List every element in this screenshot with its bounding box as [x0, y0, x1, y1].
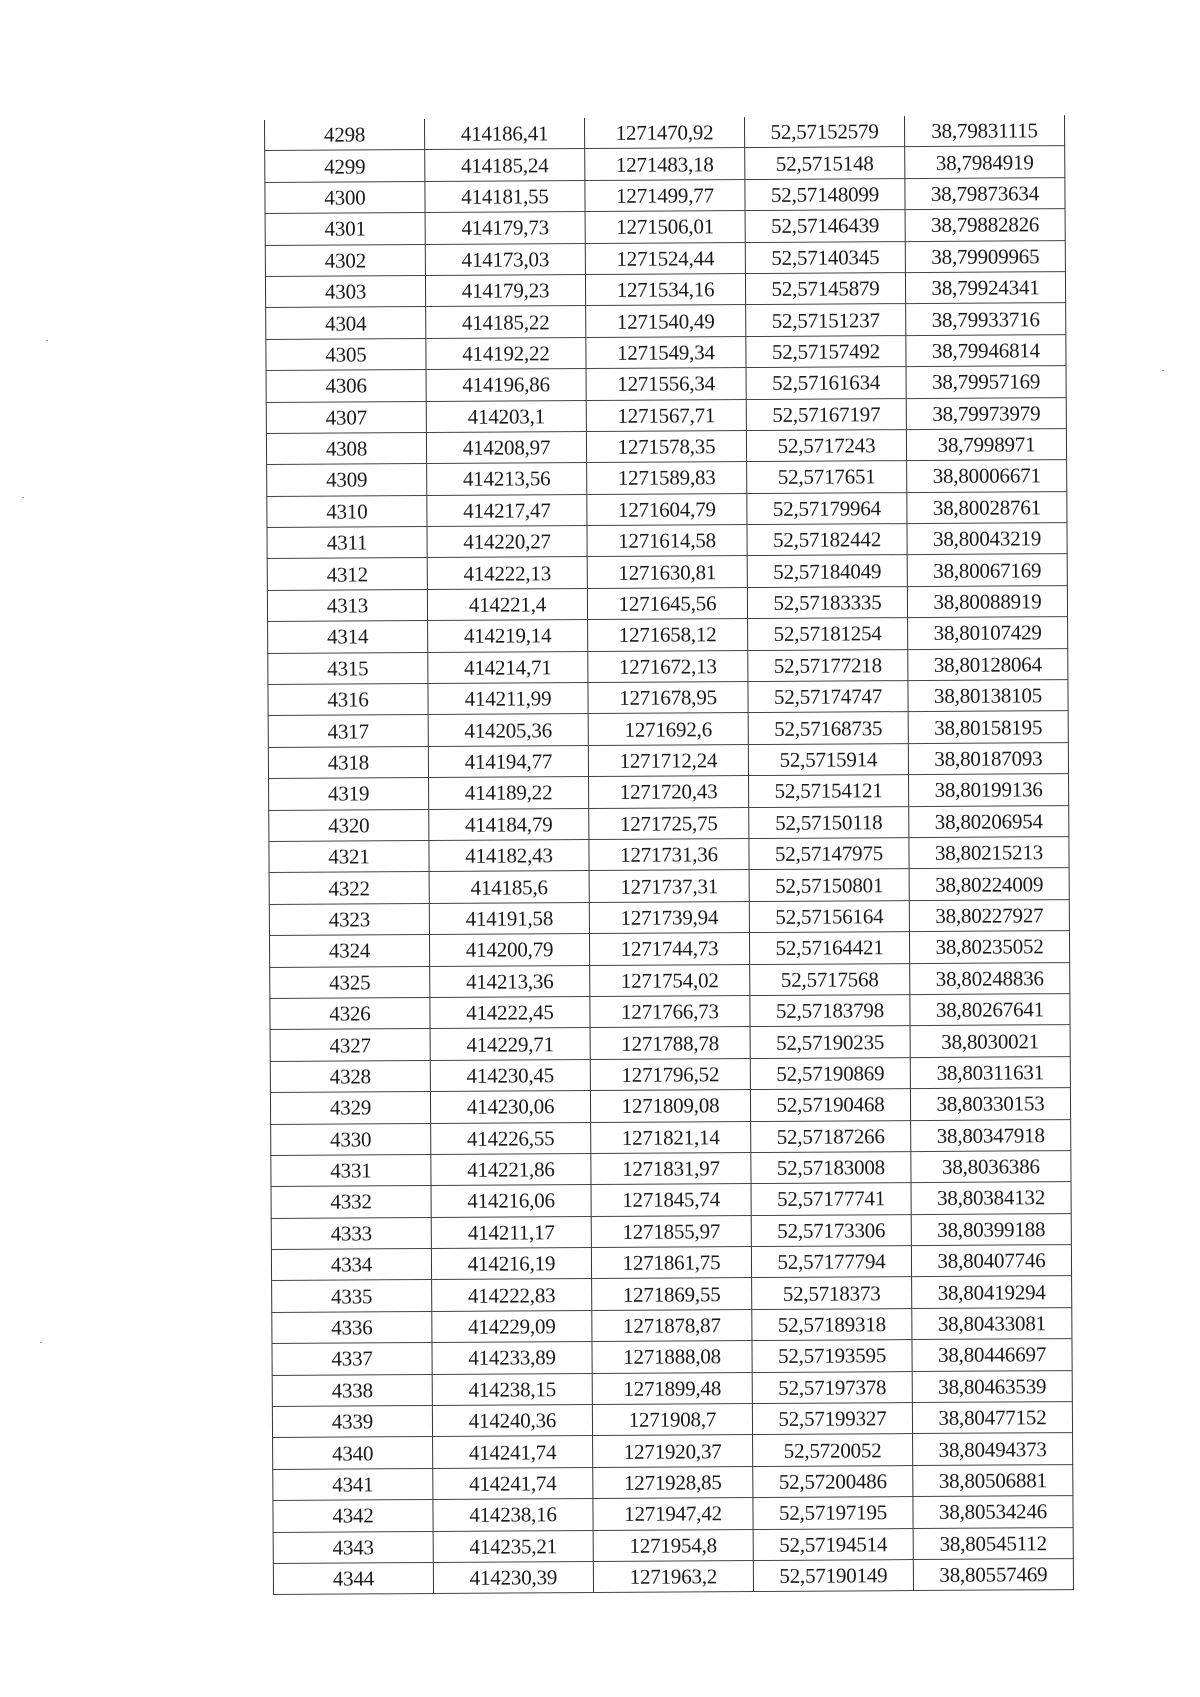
- latitude-cell: 52,57189318: [752, 1308, 912, 1340]
- table-row: [270, 962, 1070, 998]
- y-coordinate-cell: 1271658,12: [588, 619, 748, 651]
- table-row: [273, 1464, 1073, 1500]
- latitude-cell: 52,57164421: [749, 932, 909, 964]
- table-row: [271, 1245, 1071, 1281]
- table-row: [269, 805, 1069, 841]
- table-row: [272, 1402, 1072, 1438]
- y-coordinate-cell: 1271821,14: [591, 1121, 751, 1153]
- longitude-cell: 38,80494373: [913, 1433, 1073, 1465]
- latitude-cell: 52,57182442: [747, 524, 907, 556]
- longitude-cell: 38,80227927: [909, 899, 1069, 931]
- latitude-cell: 52,5715148: [745, 147, 905, 179]
- longitude-cell: 38,79973979: [906, 397, 1066, 429]
- y-coordinate-cell: 1271947,42: [593, 1498, 753, 1530]
- x-coordinate-cell: 414221,4: [427, 588, 587, 620]
- longitude-cell: 38,80534246: [913, 1496, 1073, 1528]
- y-coordinate-cell: 1271483,18: [585, 148, 745, 180]
- point-number-cell: 4323: [269, 903, 429, 935]
- y-coordinate-cell: 1271578,35: [586, 430, 746, 462]
- latitude-cell: 52,57190149: [753, 1560, 913, 1592]
- longitude-cell: 38,79909965: [905, 240, 1065, 272]
- y-coordinate-cell: 1271589,83: [587, 462, 747, 494]
- latitude-cell: 52,5718373: [752, 1277, 912, 1309]
- y-coordinate-cell: 1271614,58: [587, 525, 747, 557]
- y-coordinate-cell: 1271506,01: [585, 211, 745, 243]
- longitude-cell: 38,8030021: [910, 1025, 1070, 1057]
- table-row: [270, 994, 1070, 1030]
- scan-speck: [22, 497, 24, 498]
- latitude-cell: 52,57190235: [750, 1026, 910, 1058]
- point-number-cell: 4306: [266, 370, 426, 402]
- y-coordinate-cell: 1271720,43: [589, 776, 749, 808]
- point-number-cell: 4344: [273, 1562, 433, 1594]
- table-row: [270, 1088, 1070, 1124]
- y-coordinate-cell: 1271754,02: [590, 964, 750, 996]
- point-number-cell: 4332: [271, 1186, 431, 1218]
- y-coordinate-cell: 1271692,6: [588, 713, 748, 745]
- y-coordinate-cell: 1271737,31: [589, 870, 749, 902]
- point-number-cell: 4336: [272, 1311, 432, 1343]
- point-number-cell: 4305: [266, 338, 426, 370]
- point-number-cell: 4315: [268, 652, 428, 684]
- latitude-cell: 52,57184049: [747, 555, 907, 587]
- latitude-cell: 52,57156164: [749, 900, 909, 932]
- y-coordinate-cell: 1271731,36: [589, 839, 749, 871]
- longitude-cell: 38,80028761: [907, 491, 1067, 523]
- table-row: [271, 1119, 1071, 1155]
- table-row: [273, 1559, 1073, 1595]
- table-row: [269, 837, 1069, 873]
- latitude-cell: 52,57187266: [751, 1120, 911, 1152]
- latitude-cell: 52,5717651: [747, 461, 907, 493]
- latitude-cell: 52,57197378: [752, 1371, 912, 1403]
- longitude-cell: 38,80545112: [913, 1527, 1073, 1559]
- x-coordinate-cell: 414194,77: [428, 745, 588, 777]
- table-row: [269, 899, 1069, 935]
- point-number-cell: 4310: [267, 495, 427, 527]
- x-coordinate-cell: 414182,43: [429, 840, 589, 872]
- x-coordinate-cell: 414222,83: [432, 1279, 592, 1311]
- table-row: [268, 711, 1068, 747]
- point-number-cell: 4340: [273, 1437, 433, 1469]
- longitude-cell: 38,79873634: [905, 177, 1065, 209]
- longitude-cell: 38,80067169: [907, 554, 1067, 586]
- table-row: [269, 774, 1069, 810]
- latitude-cell: 52,57194514: [753, 1528, 913, 1560]
- y-coordinate-cell: 1271556,34: [586, 368, 746, 400]
- y-coordinate-cell: 1271928,85: [593, 1466, 753, 1498]
- table-row: [273, 1496, 1073, 1532]
- point-number-cell: 4314: [268, 621, 428, 653]
- x-coordinate-cell: 414230,06: [430, 1091, 590, 1123]
- x-coordinate-cell: 414229,09: [432, 1310, 592, 1342]
- y-coordinate-cell: 1271954,8: [593, 1529, 753, 1561]
- y-coordinate-cell: 1271908,7: [592, 1404, 752, 1436]
- latitude-cell: 52,57152579: [744, 116, 904, 148]
- longitude-cell: 38,80419294: [912, 1276, 1072, 1308]
- x-coordinate-cell: 414240,36: [432, 1405, 592, 1437]
- point-number-cell: 4330: [271, 1123, 431, 1155]
- x-coordinate-cell: 414241,74: [433, 1467, 593, 1499]
- x-coordinate-cell: 414203,1: [426, 400, 586, 432]
- x-coordinate-cell: 414221,86: [431, 1153, 591, 1185]
- longitude-cell: 38,80235052: [909, 931, 1069, 963]
- latitude-cell: 52,57177218: [748, 649, 908, 681]
- x-coordinate-cell: 414200,79: [429, 934, 589, 966]
- y-coordinate-cell: 1271796,52: [590, 1058, 750, 1090]
- x-coordinate-cell: 414229,71: [430, 1028, 590, 1060]
- x-coordinate-cell: 414173,03: [425, 243, 585, 275]
- point-number-cell: 4303: [265, 275, 425, 307]
- point-number-cell: 4309: [267, 464, 427, 496]
- latitude-cell: 52,57197195: [753, 1497, 913, 1529]
- x-coordinate-cell: 414192,22: [426, 337, 586, 369]
- x-coordinate-cell: 414241,74: [433, 1436, 593, 1468]
- y-coordinate-cell: 1271567,71: [586, 399, 746, 431]
- y-coordinate-cell: 1271831,97: [591, 1152, 751, 1184]
- x-coordinate-cell: 414179,23: [425, 274, 585, 306]
- table-row: [269, 931, 1069, 967]
- point-number-cell: 4322: [269, 872, 429, 904]
- y-coordinate-cell: 1271630,81: [587, 556, 747, 588]
- x-coordinate-cell: 414191,58: [429, 902, 589, 934]
- latitude-cell: 52,57168735: [748, 712, 908, 744]
- coordinates-table: [264, 115, 1074, 1595]
- table-row: [270, 1025, 1070, 1061]
- x-coordinate-cell: 414233,89: [432, 1342, 592, 1374]
- latitude-cell: 52,57146439: [745, 210, 905, 242]
- longitude-cell: 38,80311631: [910, 1056, 1070, 1088]
- point-number-cell: 4337: [272, 1343, 432, 1375]
- y-coordinate-cell: 1271739,94: [589, 901, 749, 933]
- point-number-cell: 4339: [272, 1406, 432, 1438]
- x-coordinate-cell: 414216,19: [431, 1248, 591, 1280]
- y-coordinate-cell: 1271470,92: [584, 117, 744, 149]
- point-number-cell: 4304: [266, 307, 426, 339]
- point-number-cell: 4324: [269, 935, 429, 967]
- y-coordinate-cell: 1271604,79: [587, 493, 747, 525]
- y-coordinate-cell: 1271888,08: [592, 1341, 752, 1373]
- longitude-cell: 38,80215213: [909, 837, 1069, 869]
- latitude-cell: 52,57140345: [745, 241, 905, 273]
- latitude-cell: 52,57199327: [752, 1403, 912, 1435]
- y-coordinate-cell: 1271712,24: [588, 744, 748, 776]
- table-row: [267, 460, 1067, 496]
- latitude-cell: 52,57173306: [751, 1214, 911, 1246]
- table-row: [268, 617, 1068, 653]
- longitude-cell: 38,80043219: [907, 523, 1067, 555]
- table-row: [273, 1433, 1073, 1469]
- coordinates-table-body: [265, 115, 1074, 1595]
- longitude-cell: 38,79831115: [904, 115, 1064, 147]
- longitude-cell: 38,80138105: [908, 680, 1068, 712]
- x-coordinate-cell: 414226,55: [431, 1122, 591, 1154]
- x-coordinate-cell: 414189,22: [429, 777, 589, 809]
- latitude-cell: 52,57147975: [749, 838, 909, 870]
- latitude-cell: 52,57177794: [751, 1246, 911, 1278]
- y-coordinate-cell: 1271499,77: [585, 179, 745, 211]
- table-row: [265, 146, 1065, 182]
- point-number-cell: 4327: [270, 1029, 430, 1061]
- y-coordinate-cell: 1271766,73: [590, 995, 750, 1027]
- latitude-cell: 52,5717243: [746, 429, 906, 461]
- x-coordinate-cell: 414179,73: [425, 212, 585, 244]
- x-coordinate-cell: 414185,6: [429, 871, 589, 903]
- x-coordinate-cell: 414235,21: [433, 1530, 593, 1562]
- point-number-cell: 4299: [265, 150, 425, 182]
- longitude-cell: 38,80407746: [911, 1245, 1071, 1277]
- longitude-cell: 38,80463539: [912, 1370, 1072, 1402]
- x-coordinate-cell: 414205,36: [428, 714, 588, 746]
- table-row: [267, 585, 1067, 621]
- longitude-cell: 38,79924341: [905, 272, 1065, 304]
- longitude-cell: 38,80006671: [907, 460, 1067, 492]
- y-coordinate-cell: 1271540,49: [586, 305, 746, 337]
- x-coordinate-cell: 414208,97: [426, 431, 586, 463]
- longitude-cell: 38,80199136: [909, 774, 1069, 806]
- x-coordinate-cell: 414213,56: [427, 463, 587, 495]
- x-coordinate-cell: 414216,06: [431, 1185, 591, 1217]
- point-number-cell: 4316: [268, 684, 428, 716]
- longitude-cell: 38,79933716: [906, 303, 1066, 335]
- table-row: [265, 115, 1065, 151]
- latitude-cell: 52,57183335: [747, 586, 907, 618]
- table-row: [272, 1370, 1072, 1406]
- table-row: [271, 1182, 1071, 1218]
- table-row: [272, 1307, 1072, 1343]
- longitude-cell: 38,80206954: [909, 805, 1069, 837]
- y-coordinate-cell: 1271809,08: [590, 1090, 750, 1122]
- scan-speck: [40, 1342, 42, 1343]
- y-coordinate-cell: 1271524,44: [585, 242, 745, 274]
- point-number-cell: 4308: [266, 432, 426, 464]
- latitude-cell: 52,57179964: [747, 492, 907, 524]
- point-number-cell: 4301: [265, 213, 425, 245]
- latitude-cell: 52,57183008: [751, 1151, 911, 1183]
- x-coordinate-cell: 414220,27: [427, 526, 587, 558]
- y-coordinate-cell: 1271672,13: [588, 650, 748, 682]
- table-row: [265, 209, 1065, 245]
- latitude-cell: 52,5717568: [750, 963, 910, 995]
- table-row: [273, 1527, 1073, 1563]
- y-coordinate-cell: 1271878,87: [592, 1309, 752, 1341]
- y-coordinate-cell: 1271534,16: [585, 274, 745, 306]
- table-row: [269, 868, 1069, 904]
- point-number-cell: 4307: [266, 401, 426, 433]
- table-row: [266, 397, 1066, 433]
- x-coordinate-cell: 414238,16: [433, 1499, 593, 1531]
- latitude-cell: 52,5715914: [748, 743, 908, 775]
- y-coordinate-cell: 1271855,97: [591, 1215, 751, 1247]
- longitude-cell: 38,80446697: [912, 1339, 1072, 1371]
- latitude-cell: 52,57190869: [750, 1057, 910, 1089]
- point-number-cell: 4331: [271, 1154, 431, 1186]
- latitude-cell: 52,57145879: [745, 273, 905, 305]
- point-number-cell: 4321: [269, 840, 429, 872]
- longitude-cell: 38,80506881: [913, 1464, 1073, 1496]
- y-coordinate-cell: 1271744,73: [589, 933, 749, 965]
- latitude-cell: 52,57150118: [749, 806, 909, 838]
- x-coordinate-cell: 414184,79: [429, 808, 589, 840]
- table-row: [272, 1339, 1072, 1375]
- point-number-cell: 4311: [267, 527, 427, 559]
- x-coordinate-cell: 414214,71: [428, 651, 588, 683]
- point-number-cell: 4329: [270, 1092, 430, 1124]
- table-row: [265, 272, 1065, 308]
- table-row: [271, 1150, 1071, 1186]
- longitude-cell: 38,80107429: [908, 617, 1068, 649]
- y-coordinate-cell: 1271678,95: [588, 682, 748, 714]
- latitude-cell: 52,57157492: [746, 335, 906, 367]
- point-number-cell: 4302: [265, 244, 425, 276]
- table-row: [271, 1213, 1071, 1249]
- x-coordinate-cell: 414230,45: [430, 1059, 590, 1091]
- x-coordinate-cell: 414217,47: [427, 494, 587, 526]
- latitude-cell: 52,57183798: [750, 995, 910, 1027]
- point-number-cell: 4313: [267, 589, 427, 621]
- longitude-cell: 38,80330153: [910, 1088, 1070, 1120]
- longitude-cell: 38,80433081: [912, 1307, 1072, 1339]
- y-coordinate-cell: 1271861,75: [591, 1247, 751, 1279]
- longitude-cell: 38,79957169: [906, 366, 1066, 398]
- y-coordinate-cell: 1271725,75: [589, 807, 749, 839]
- y-coordinate-cell: 1271549,34: [586, 336, 746, 368]
- table-row: [266, 334, 1066, 370]
- latitude-cell: 52,57200486: [753, 1465, 913, 1497]
- y-coordinate-cell: 1271869,55: [592, 1278, 752, 1310]
- longitude-cell: 38,80399188: [911, 1213, 1071, 1245]
- table-row: [267, 523, 1067, 559]
- point-number-cell: 4318: [268, 746, 428, 778]
- point-number-cell: 4319: [269, 778, 429, 810]
- latitude-cell: 52,5720052: [753, 1434, 913, 1466]
- table-row: [265, 177, 1065, 213]
- longitude-cell: 38,8036386: [911, 1150, 1071, 1182]
- point-number-cell: 4328: [270, 1060, 430, 1092]
- x-coordinate-cell: 414211,17: [431, 1216, 591, 1248]
- longitude-cell: 38,7984919: [905, 146, 1065, 178]
- point-number-cell: 4312: [267, 558, 427, 590]
- point-number-cell: 4334: [271, 1249, 431, 1281]
- table-row: [268, 742, 1068, 778]
- latitude-cell: 52,57154121: [749, 775, 909, 807]
- point-number-cell: 4326: [270, 997, 430, 1029]
- table-row: [266, 303, 1066, 339]
- y-coordinate-cell: 1271788,78: [590, 1027, 750, 1059]
- point-number-cell: 4317: [268, 715, 428, 747]
- latitude-cell: 52,57181254: [748, 618, 908, 650]
- x-coordinate-cell: 414238,15: [432, 1373, 592, 1405]
- longitude-cell: 38,80128064: [908, 648, 1068, 680]
- y-coordinate-cell: 1271963,2: [593, 1561, 753, 1593]
- y-coordinate-cell: 1271645,56: [587, 587, 747, 619]
- longitude-cell: 38,80158195: [908, 711, 1068, 743]
- longitude-cell: 38,80088919: [907, 585, 1067, 617]
- table-row: [268, 648, 1068, 684]
- point-number-cell: 4320: [269, 809, 429, 841]
- latitude-cell: 52,57161634: [746, 367, 906, 399]
- point-number-cell: 4298: [265, 119, 425, 151]
- longitude-cell: 38,80384132: [911, 1182, 1071, 1214]
- point-number-cell: 4343: [273, 1531, 433, 1563]
- longitude-cell: 38,80347918: [911, 1119, 1071, 1151]
- x-coordinate-cell: 414222,13: [427, 557, 587, 589]
- point-number-cell: 4335: [272, 1280, 432, 1312]
- longitude-cell: 38,80557469: [913, 1559, 1073, 1591]
- latitude-cell: 52,57150801: [749, 869, 909, 901]
- longitude-cell: 38,7998971: [906, 429, 1066, 461]
- longitude-cell: 38,80477152: [912, 1402, 1072, 1434]
- y-coordinate-cell: 1271845,74: [591, 1184, 751, 1216]
- x-coordinate-cell: 414196,86: [426, 369, 586, 401]
- x-coordinate-cell: 414185,22: [426, 306, 586, 338]
- x-coordinate-cell: 414181,55: [425, 180, 585, 212]
- latitude-cell: 52,57174747: [748, 681, 908, 713]
- point-number-cell: 4333: [271, 1217, 431, 1249]
- y-coordinate-cell: 1271899,48: [592, 1372, 752, 1404]
- point-number-cell: 4325: [270, 966, 430, 998]
- longitude-cell: 38,80267641: [910, 994, 1070, 1026]
- latitude-cell: 52,57190468: [750, 1089, 910, 1121]
- table-row: [266, 366, 1066, 402]
- y-coordinate-cell: 1271920,37: [593, 1435, 753, 1467]
- point-number-cell: 4341: [273, 1468, 433, 1500]
- point-number-cell: 4300: [265, 181, 425, 213]
- point-number-cell: 4338: [272, 1374, 432, 1406]
- table-row: [268, 680, 1068, 716]
- scan-speck: [1162, 370, 1164, 371]
- table-row: [265, 240, 1065, 276]
- table-row: [266, 429, 1066, 465]
- longitude-cell: 38,79882826: [905, 209, 1065, 241]
- table-row: [270, 1056, 1070, 1092]
- longitude-cell: 38,80187093: [908, 742, 1068, 774]
- x-coordinate-cell: 414185,24: [425, 149, 585, 181]
- table-row: [267, 554, 1067, 590]
- x-coordinate-cell: 414219,14: [428, 620, 588, 652]
- longitude-cell: 38,80248836: [910, 962, 1070, 994]
- x-coordinate-cell: 414222,45: [430, 996, 590, 1028]
- x-coordinate-cell: 414186,41: [424, 118, 584, 150]
- latitude-cell: 52,57148099: [745, 178, 905, 210]
- latitude-cell: 52,57151237: [746, 304, 906, 336]
- table-row: [272, 1276, 1072, 1312]
- point-number-cell: 4342: [273, 1500, 433, 1532]
- latitude-cell: 52,57167197: [746, 398, 906, 430]
- x-coordinate-cell: 414211,99: [428, 683, 588, 715]
- latitude-cell: 52,57177741: [751, 1183, 911, 1215]
- table-row: [267, 491, 1067, 527]
- x-coordinate-cell: 414230,39: [433, 1561, 593, 1593]
- latitude-cell: 52,57193595: [752, 1340, 912, 1372]
- x-coordinate-cell: 414213,36: [430, 965, 590, 997]
- longitude-cell: 38,79946814: [906, 334, 1066, 366]
- scan-speck: [46, 340, 48, 341]
- longitude-cell: 38,80224009: [909, 868, 1069, 900]
